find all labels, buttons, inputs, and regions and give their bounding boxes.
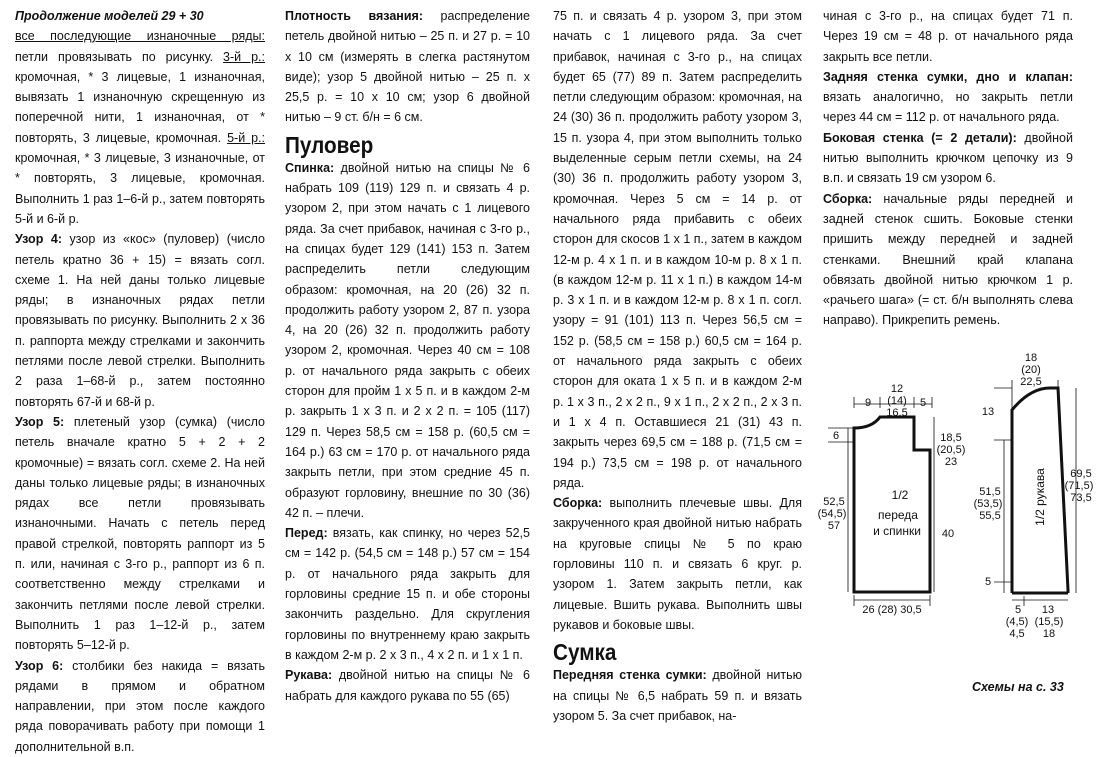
paragraph-bag-front-continued: чиная с 3-го р., на спицах будет 71 п. Через 19 см = 48 р. от начального ряда закрыть все петли. — [823, 9, 1073, 64]
body-label-2: переда — [878, 508, 918, 522]
paragraph-sleeves: Рукава: двойной нитью на спицы № 6 набрать для каждого рукава по 55 (65) — [285, 668, 530, 703]
paragraph-density: Плотность вязания: распределение петель двойной нитью – 25 п. и 27 р. = 10 х 10 см (измерять в слегка растянутом виде); узор 5 двойной нитью – 25 п. х 25,5 р. = 10 х 10 см; узор 6 двойной нитью – 9 ст. б/н = 6 см. — [285, 9, 530, 125]
body-label-1: 1/2 — [891, 488, 909, 502]
sleeve-label: 1/2 рукава — [1033, 468, 1047, 526]
paragraph-pattern-5: Узор 5: плетеный узор (сумка) (число петель вначале кратно 5 + 2 + 2 кромочные) = вязать согл. схеме 2. На ней даны только лицевые ряды; в изнаночных рядах все петли провязывать изнаночными. Начать с петель перед правой стрелкой, повторять раппорт из 5 п. или, начиная с 3-го р., раппорт из 6 п. соответственно между стрелками и закончить петлями после левой стрелки. Выполнить 1 раз 1–12-й р., затем повторять 5–12-й р. — [15, 414, 266, 653]
heading-pullover: Пуловер — [285, 131, 374, 158]
paragraph-bag-side-wall: Боковая стенка (= 2 детали): двойной нитью выполнить крючком цепочку из 9 в.п. и связать 19 см узором 6. — [823, 130, 1073, 186]
paragraph-back: Спинка: двойной нитью на спицы № 6 набрать 109 (119) 129 п. и связать 4 р. узором 2, при этом начать с 1 лицевого ряда. За счет прибавок, начиная с 3-го р., на спицах будет 129 (141) 153 п. Затем распределить петли следующим образом: кромочная, на 20 (26) 32 п. продолжить работу узором 2, 87 п. узора 4, на 20 (26) 32 п. продолжить работу узором 2, кромочная. Через 40 см = 108 р. от начального ряда закрыть с обеих сторон для пройм 1 х 5 п. и в каждом 2-м р. закрыть 1 х 3 п. и 2 х 2 п. = 105 (117) 129 п. Через 58,5 см = 158 р. (60,5 см = 164 р.) 63 см = 170 р. от начального ряда закрыть петли, при этом средние 45 п. образуют горловину, внешние по 30 (36) 42 п. – плечи. — [285, 160, 530, 520]
paragraph-bag-assembly: Сборка: начальные ряды передней и задней стенок сшить. Боковые стенки пришить между передней и задней стенками. Внешний край клапана обвязать двойной нитью крючком 1 р. «рачьего шага» (= ст. б/н выполнять слева направо). Прикрепить ремень. — [823, 191, 1073, 328]
paragraph-pattern-rows: все последующие изнаночные ряды: петли провязывать по рисунку. 3-й р.: кромочная, * 3 лицевые, 1 изнаночная, вывязать 1 изнаночную скрещенную из поперечной нити, 1 изнаночная, от * повторять, 3 лицевые, кромочная. 5-й р.: кромочная, * 3 лицевые, 3 изнаночные, от * повторять, 3 лицевые, кромочная. Выполнить 1 раз 1–6-й р., затем повторять 5-й и 6-й р. — [15, 29, 265, 226]
paragraph-front: Перед: вязать, как спинку, но через 52,5 см = 142 р. (54,5 см = 148 р.) 57 см = 154 р. от начального ряда закрыть для горловины средние 15 п. и обе стороны закончить раздельно. Для скругления горловины по внутреннему краю закрыть в каждом 2-м р. 2 х 3 п., 4 х 2 п. и 1 х 1 п. — [285, 526, 530, 662]
paragraph-bag-back-wall: Задняя стенка сумки, дно и клапан: вязать аналогично, но закрыть петли через 44 см = 112 р. от начального ряда. — [823, 69, 1073, 125]
continuation-title: Продолжение моделей 29 + 30 — [15, 9, 204, 23]
column-3 — [553, 6, 802, 726]
schemes-page-reference: Схемы на с. 33 — [972, 680, 1064, 694]
column-2 — [285, 6, 530, 706]
heading-bag: Сумка — [553, 639, 617, 666]
body-bottom-width: 26 (28) 30,5 — [862, 604, 922, 616]
garment-schematics: 1/2 переда и спинки 9 12 (14) 16,5 5 6 18,5 (20,5) 23 52,5 (54,5) 57 40 26 (28) 30,5 1/2 рукава 18 (20) 22,5 13 51,5 (53,5) 55,5 69,5 (71,5) 73,5 5 5 13 (4,5) 4,5 (15,5) 18 — [820, 350, 1095, 710]
paragraph-pattern-4: Узор 4: узор из «кос» (пуловер) (число петель кратно 36 + 15) = вязать согл. схеме 1. На ней даны только лицевые ряды; в изнаночных рядах петли провязывать по рисунку. Выполнить 2 х 36 п. раппорта между стрелками и закончить петлями после левой стрелки. Выполнить 2 раза 1–68-й р., затем постоянно повторять 67-й и 68-й р. — [15, 232, 265, 409]
paragraph-sleeves-continued: 75 п. и связать 4 р. узором 3, при этом начать с 1 лицевого ряда. За счет прибавок, начиная с 3-го р., на спицах будет 65 (77) 89 п. Затем распределить петли следующим образом: кромочная, на 24 (30) 36 п. продолжить работу узором 3, 15 п. узора 4, при этом выполнить только выделенные серым петли схемы, на 24 (30) 36 п. продолжить работу узором 3, кромочная. Через 5 см = 14 р. от начального ряда прибавить с обеих сторон для скосов 1 х 1 п., затем в каждом 12-м р. 4 х 1 п. и в каждом 10-м р. 8 х 1 п. (в каждом 12-м р. 11 х 1 п.) в каждом 14-м р. 3 х 1 п. и в каждом 12-м р. 8 х 1 п. согл. узору = 91 (101) 113 п. Через 56,5 см = 152 р. (58,5 см = 158 р.) 60,5 см = 164 р. от начального ряда закрыть с обеих сторон для оката 1 х 5 п. и в каждом 2-м р. 1 х 3 п., 2 х 2 п., 9 х 1 п., 2 х 2 п., 2 х 3 п. и 1 х 4 п. Оставшиеся 21 (31) 43 п. закрыть через 69,5 см = 188 р. (71,5 см = 194 р.) 73,5 см = 198 р. от начального ряда. — [553, 9, 802, 490]
column-1 — [15, 6, 265, 757]
paragraph-assembly-pullover: Сборка: выполнить плечевые швы. Для закрученного края двойной нитью набрать на круговые спицы № 5 по краю горловины 110 п. и связать 6 круг. р. узором 1. Затем закрыть петли, как лицевые. Вшить рукава. Выполнить швы рукавов и боковые швы. — [553, 496, 802, 632]
column-4 — [823, 6, 1073, 331]
paragraph-pattern-6: Узор 6: столбики без накида = вязать рядами в прямом и обратном направлении, при этом после каждого ряда поворачивать работу при помощи 1 дополнительной в.п. — [15, 658, 265, 754]
body-label-3: и спинки — [873, 524, 921, 538]
paragraph-bag-front-wall: Передняя стенка сумки: двойной нитью на спицы № 6,5 набрать 59 п. и вязать узором 5. За счет прибавок, на- — [553, 668, 802, 723]
body-outline — [854, 417, 930, 592]
